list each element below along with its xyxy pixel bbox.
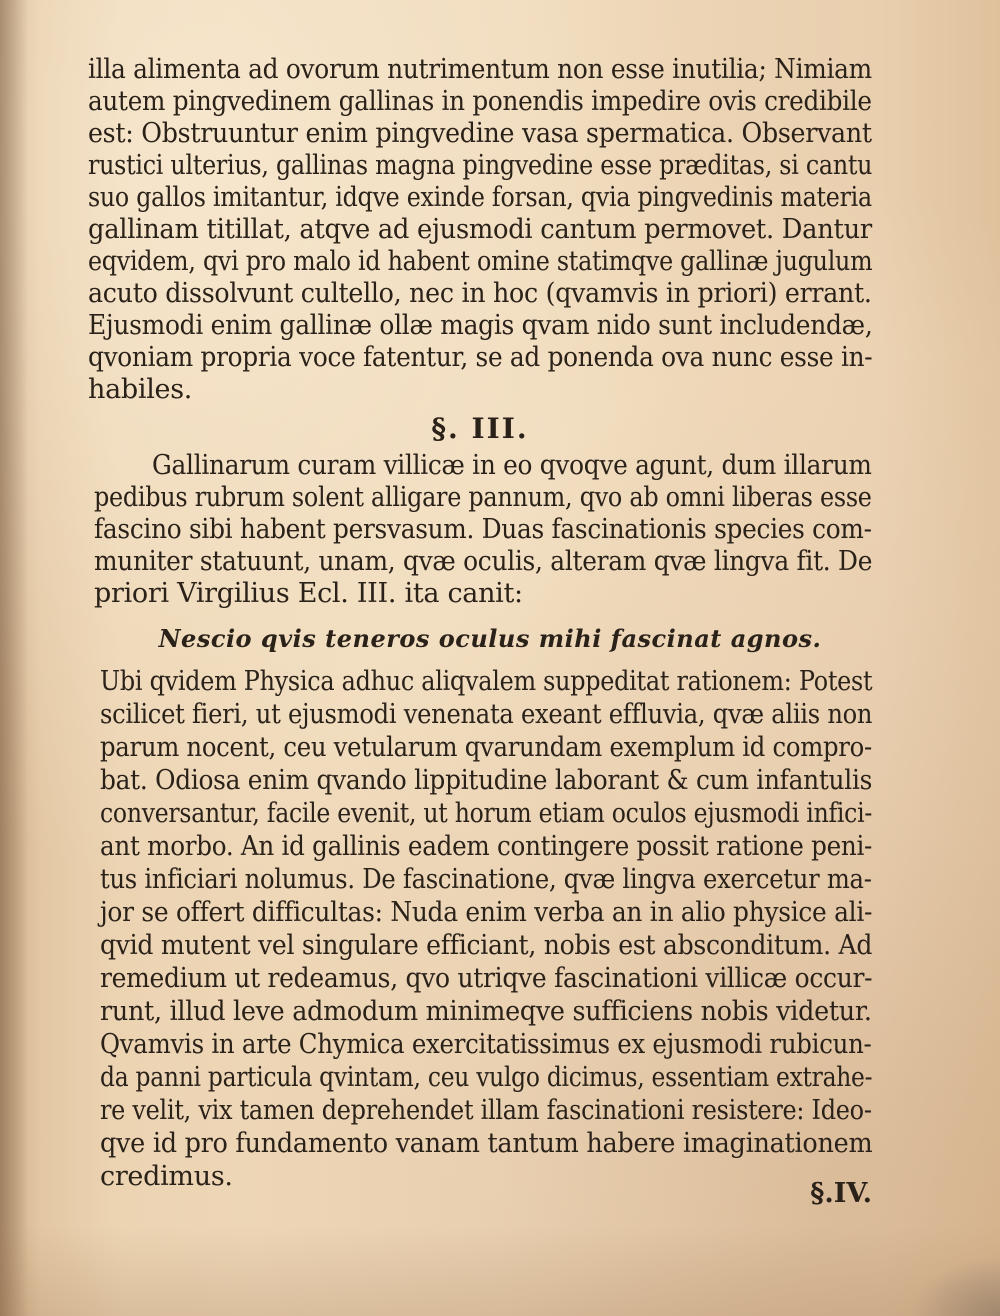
text-line: gallinam titillat, atqve ad ejusmodi cantum permovet. Dantur (88, 214, 872, 245)
text-line: qvid mutent vel singulare efficiant, nobis est absconditum. Ad (100, 930, 873, 961)
text-line: Ejusmodi enim gallinæ ollæ magis qvam nido sunt includendæ, (88, 310, 873, 341)
text-line: tus inficiari nolumus. De fascinatione, qvæ lingva exercetur ma- (100, 864, 872, 895)
text-line: fascino sibi habent persvasum. Duas fascinationis species com- (94, 514, 872, 545)
page-corner-smudge (910, 1256, 1000, 1316)
text-line: parum nocent, ceu vetularum qvarundam exemplum id compro- (100, 732, 872, 763)
text-line: remedium ut redeamus, qvo utriqve fascinationi villicæ occur- (100, 963, 873, 994)
catchword: §.IV. (810, 1178, 872, 1209)
text-line: illa alimenta ad ovorum nutrimentum non esse inutilia; Nimiam (88, 54, 872, 85)
text-line: est: Obstruuntur enim pingvedine vasa spermatica. Observant (88, 118, 872, 149)
text-line: priori Virgilius Ecl. III. ita canit: (94, 578, 523, 609)
text-line: qve id pro fundamento vanam tantum habere imaginationem (100, 1128, 873, 1159)
text-line: scilicet fieri, ut ejusmodi venenata exeant effluvia, qvæ aliis non (100, 699, 873, 730)
text-line: re velit, vix tamen deprehendet illam fascinationi resistere: Ideo- (100, 1095, 872, 1126)
text-line: jor se offert difficultas: Nuda enim verba an in alio physice ali- (100, 897, 873, 928)
text-line: da panni particula qvintam, ceu vulgo dicimus, essentiam extrahe- (100, 1062, 873, 1093)
text-line: ant morbo. An id gallinis eadem contingere possit ratione peni- (100, 831, 873, 862)
text-line: rustici ulterius, gallinas magna pingvedine esse præditas, si cantu (88, 150, 873, 181)
text-line: bat. Odiosa enim qvando lippitudine laborant & cum infantulis (100, 765, 873, 796)
text-line: Qvamvis in arte Chymica exercitatissimus ex ejusmodi rubicun- (100, 1029, 872, 1060)
text-line: runt, illud leve admodum minimeqve sufficiens nobis videtur. (100, 996, 872, 1027)
text-line: autem pingvedinem gallinas in ponendis impedire ovis credibile (88, 86, 872, 117)
text-line: credimus. (100, 1161, 233, 1192)
virgil-quotation: Nescio qvis teneros oculus mihi fascinat agnos. (158, 624, 822, 653)
text-line: habiles. (88, 374, 193, 405)
text-line: Ubi qvidem Physica adhuc aliqvalem suppeditat rationem: Potest (100, 666, 873, 697)
text-line: Gallinarum curam villicæ in eo qvoqve agunt, dum illarum (152, 450, 872, 481)
section-heading: §. III. (431, 412, 529, 445)
text-line: pedibus rubrum solent alligare pannum, qvo ab omni liberas esse (94, 482, 872, 513)
text-line: eqvidem, qvi pro malo id habent omine statimqve gallinæ jugulum (88, 246, 873, 277)
text-line: qvoniam propria voce fatentur, se ad ponenda ova nunc esse in- (88, 342, 873, 373)
text-line: conversantur, facile evenit, ut horum etiam oculos ejusmodi infici- (100, 798, 873, 829)
text-line: muniter statuunt, unam, qvæ oculis, alteram qvæ lingva fit. De (94, 546, 873, 577)
text-line: suo gallos imitantur, idqve exinde forsan, qvia pingvedinis materia (88, 182, 872, 213)
text-line: acuto dissolvunt cultello, nec in hoc (qvamvis in priori) errant. (88, 278, 872, 309)
